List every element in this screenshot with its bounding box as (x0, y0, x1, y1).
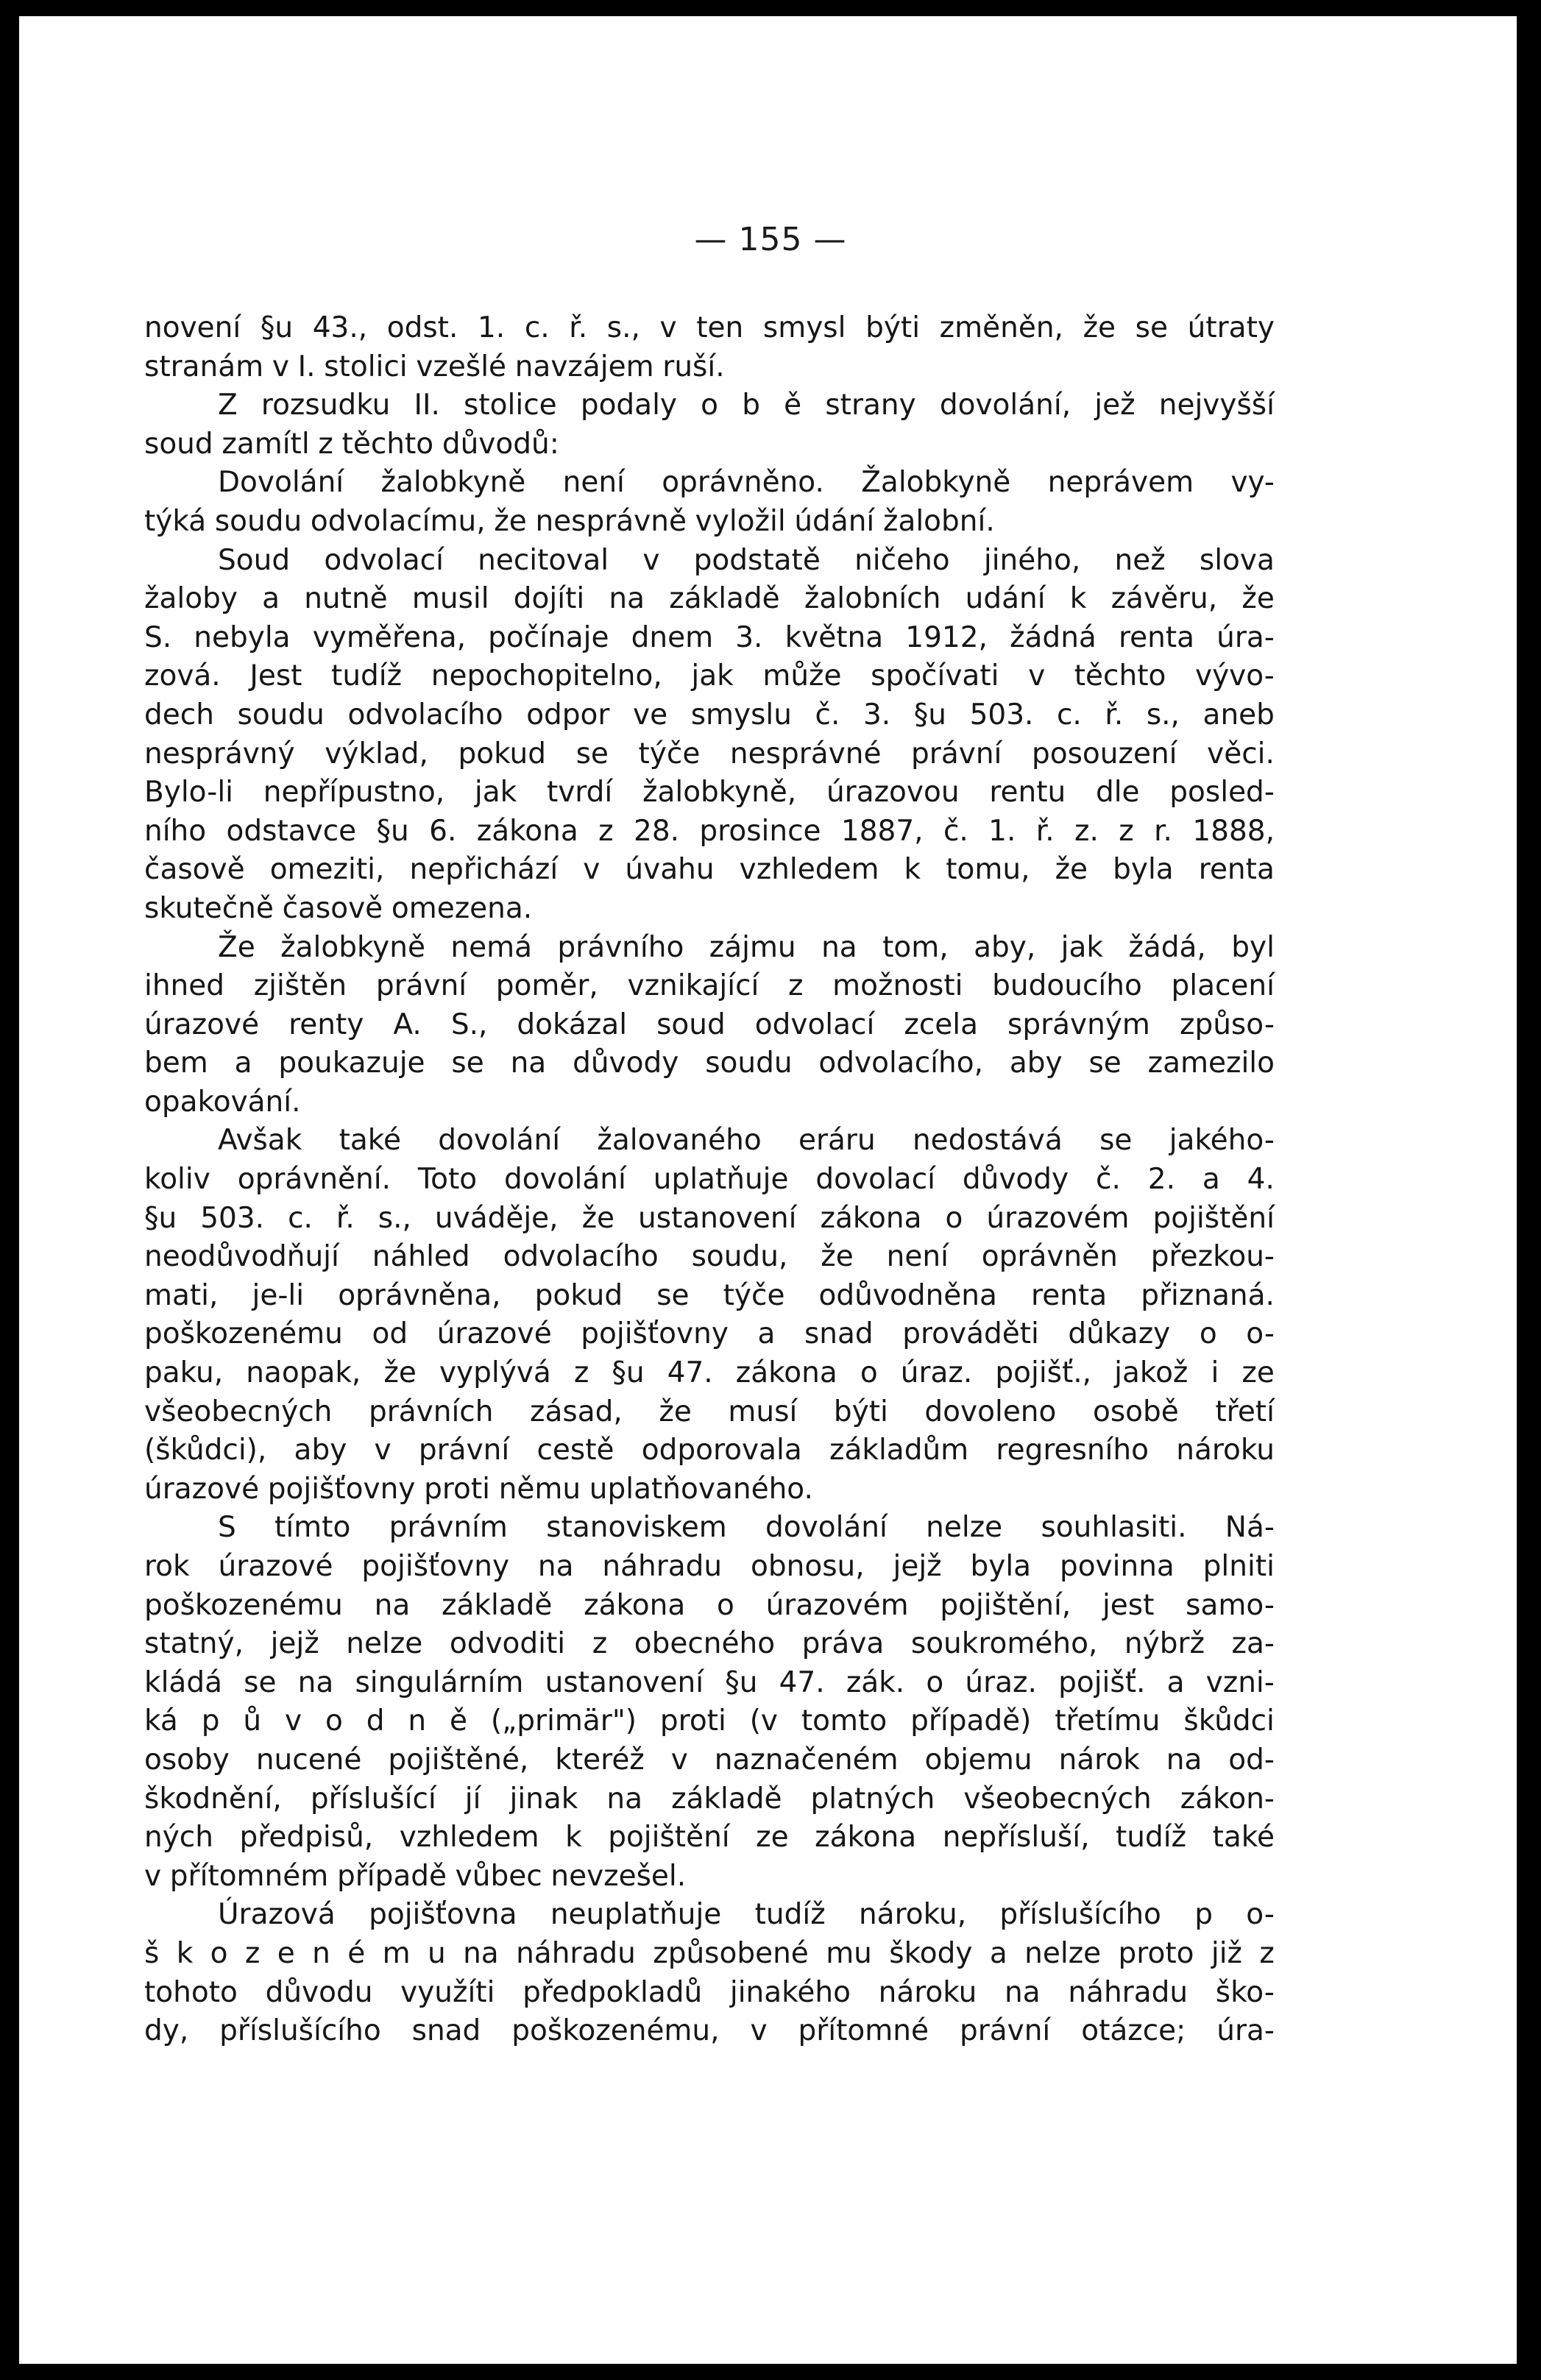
text-line: paku, naopak, že vyplývá z §u 47. zákona o úraz. pojišť., jakož i ze (144, 1356, 1275, 1390)
text-line: Že žalobkyně nemá právního zájmu na tom, aby, jak žádá, byl (218, 930, 1275, 964)
text-line: neodůvodňují náhled odvolacího soudu, že není oprávněn přezkou- (144, 1240, 1275, 1274)
text-line: Soud odvolací necitoval v podstatě ničeho jiného, než slova (218, 543, 1275, 577)
text-line: dech soudu odvolacího odpor ve smyslu č. 3. §u 503. c. ř. s., aneb (144, 698, 1275, 732)
text-line: rok úrazové pojišťovny na náhradu obnosu, jejž byla povinna plniti (144, 1550, 1275, 1583)
text-line: ká p ů v o d n ě („primär") proti (v tomto případě) třetímu škůdci (144, 1704, 1275, 1738)
text-line: (škůdci), aby v právní cestě odporovala základům regresního nároku (144, 1434, 1275, 1467)
text-line: š k o z e n é m u na náhradu způsobené mu škody a nelze proto již z (144, 1936, 1275, 1970)
text-line: zová. Jest tudíž nepochopitelno, jak může spočívati v těchto vývo- (144, 659, 1275, 693)
text-line: tohoto důvodu využíti předpokladů jinakého nároku na náhradu ško- (144, 1975, 1275, 2009)
text-line: Bylo-li nepřípustno, jak tvrdí žalobkyně, úrazovou rentu dle posled- (144, 776, 1275, 810)
text-line: Z rozsudku II. stolice podaly o b ě strany dovolání, jež nejvyšší (218, 389, 1275, 422)
text-line: soud zamítl z těchto důvodů: (144, 427, 559, 461)
text-line: ihned zjištěn právní poměr, vznikající z možnosti budoucího placení (144, 969, 1275, 1003)
text-line: statný, jejž nelze odvoditi z obecného práva soukromého, nýbrž za- (144, 1627, 1275, 1661)
text-line: osoby nucené pojištěné, kteréž v naznačeném objemu nárok na od- (144, 1743, 1275, 1777)
text-line: ných předpisů, vzhledem k pojištění ze zákona nepřísluší, tudíž také (144, 1821, 1275, 1855)
text-line: novení §u 43., odst. 1. c. ř. s., v ten smysl býti změněn, že se útraty (144, 311, 1275, 344)
text-line: úrazové renty A. S., dokázal soud odvolací zcela správným způso- (144, 1007, 1275, 1041)
text-line: ního odstavce §u 6. zákona z 28. prosince 1887, č. 1. ř. z. z r. 1888, (144, 814, 1275, 848)
text-line: žaloby a nutně musil dojíti na základě žalobních udání k závěru, že (144, 582, 1275, 616)
text-line: dy, příslušícího snad poškozenému, v přítomné právní otázce; úra- (144, 2014, 1275, 2048)
text-line: časově omeziti, nepřichází v úvahu vzhledem k tomu, že byla renta (144, 853, 1275, 887)
text-line: Avšak také dovolání žalovaného eráru nedostává se jakého- (218, 1124, 1275, 1158)
text-line: koliv oprávnění. Toto dovolání uplatňuje dovolací důvody č. 2. a 4. (144, 1163, 1275, 1197)
text-line: S. nebyla vyměřena, počínaje dnem 3. května 1912, žádná renta úra- (144, 620, 1275, 654)
text-line: škodnění, příslušící jí jinak na základě platných všeobecných zákon- (144, 1782, 1275, 1816)
body-text (144, 309, 1275, 2051)
text-line: skutečně časově omezena. (144, 891, 533, 925)
text-line: poškozenému na základě zákona o úrazovém pojištění, jest samo- (144, 1588, 1275, 1622)
text-line: Úrazová pojišťovna neuplatňuje tudíž nároku, příslušícího p o- (218, 1898, 1275, 1932)
text-line: nesprávný výklad, pokud se týče nesprávné právní posouzení věci. (144, 737, 1275, 771)
text-line: týká soudu odvolacímu, že nesprávně vyložil údání žalobní. (144, 504, 995, 538)
page-number: — 155 — (694, 221, 847, 258)
text-line: S tímto právním stanoviskem dovolání nelze souhlasiti. Ná- (218, 1511, 1275, 1545)
text-line: mati, je-li oprávněna, pokud se týče odůvodněna renta přiznaná. (144, 1278, 1275, 1312)
text-line: všeobecných právních zásad, že musí býti dovoleno osobě třetí (144, 1395, 1275, 1428)
text-line: úrazové pojišťovny proti němu uplatňovaného. (144, 1472, 813, 1506)
text-line: poškozenému od úrazové pojišťovny a snad prováděti důkazy o o- (144, 1317, 1275, 1351)
text-line: opakování. (144, 1085, 301, 1119)
text-line: v přítomném případě vůbec nevzešel. (144, 1859, 687, 1893)
text-line: Dovolání žalobkyně není oprávněno. Žalobkyně neprávem vy- (218, 466, 1275, 500)
text-line: bem a poukazuje se na důvody soudu odvolacího, aby se zamezilo (144, 1046, 1275, 1080)
text-line: kládá se na singulárním ustanovení §u 47. zák. o úraz. pojišť. a vzni- (144, 1665, 1275, 1699)
text-line: stranám v I. stolici vzešlé navzájem ruší. (144, 350, 725, 383)
text-line: §u 503. c. ř. s., uváděje, že ustanovení zákona o úrazovém pojištění (144, 1201, 1275, 1235)
